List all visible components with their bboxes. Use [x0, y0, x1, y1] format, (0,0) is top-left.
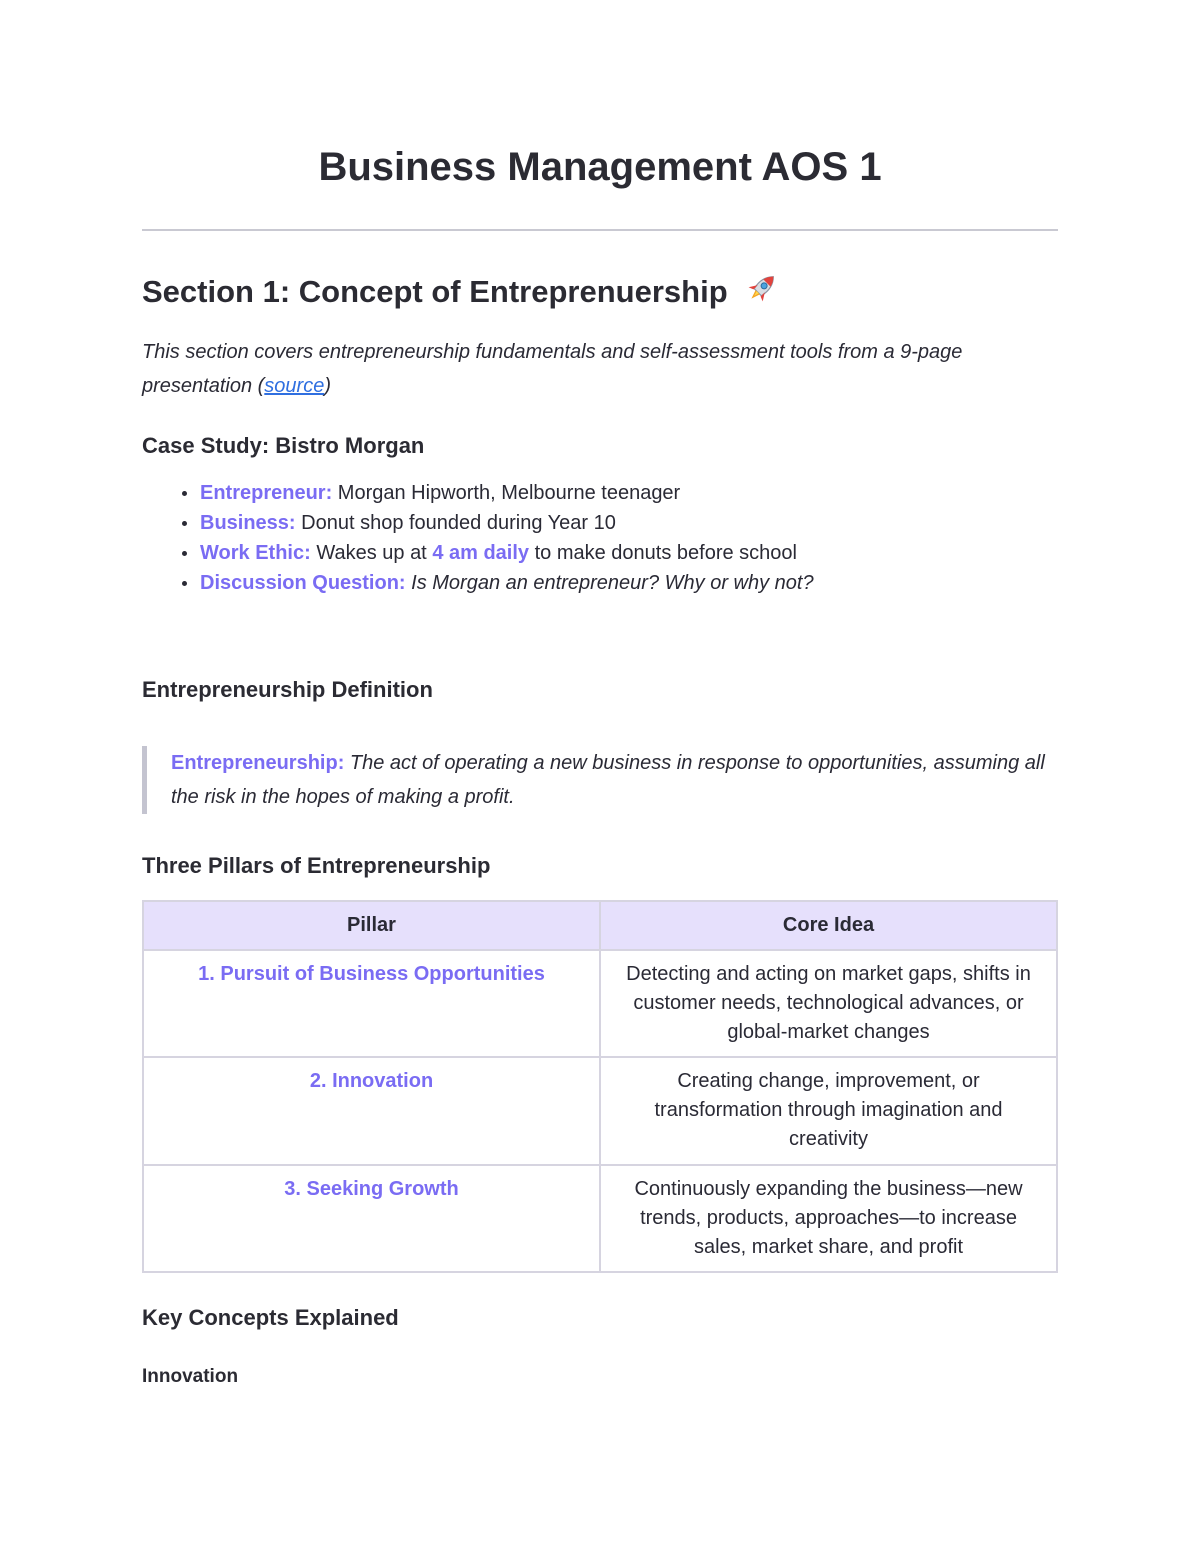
table-row: [143, 1165, 1057, 1272]
pillar-cell: 3. Seeking Growth: [143, 1165, 600, 1272]
list-item-label: Work Ethic:: [200, 542, 311, 564]
list-item: [176, 508, 814, 538]
list-item-label: Discussion Question:: [200, 572, 406, 594]
section-heading-text: Section 1: Concept of Entreprenuership: [142, 274, 728, 309]
table-row: [143, 950, 1057, 1057]
core-idea-cell: Continuously expanding the business—new trends, products, approaches—to increase sales, market share, and profit: [600, 1165, 1057, 1272]
pillars-heading: Three Pillars of Entrepreneurship: [142, 853, 491, 878]
list-item-text: Is Morgan an entrepreneur? Why or why not?: [405, 572, 814, 594]
list-item-label: Business:: [200, 512, 296, 534]
list-item-text: to make donuts before school: [529, 542, 797, 564]
list-item-label: Entrepreneur:: [200, 482, 333, 504]
list-item: [176, 478, 814, 508]
definition-heading: Entrepreneurship Definition: [142, 677, 433, 702]
core-idea-cell: Detecting and acting on market gaps, shifts in customer needs, technological advances, or global-market changes: [600, 950, 1057, 1057]
core-idea-cell: Creating change, improvement, or transformation through imagination and creativity: [600, 1057, 1057, 1165]
page-title: Business Management AOS 1: [318, 145, 882, 189]
definition-blockquote: [142, 746, 1071, 814]
title-divider: [142, 229, 1058, 231]
list-item-text: Morgan Hipworth, Melbourne teenager: [332, 482, 681, 504]
section-intro: [142, 335, 1042, 403]
source-link[interactable]: source: [264, 375, 325, 397]
pillars-table: [142, 900, 1058, 1273]
case-study-heading: Case Study: Bistro Morgan: [142, 433, 425, 458]
key-concepts-heading: Key Concepts Explained: [142, 1305, 399, 1330]
innovation-subheading: Innovation: [142, 1366, 239, 1387]
pillar-cell: 2. Innovation: [143, 1057, 600, 1165]
table-header-row: [143, 901, 1057, 950]
pillar-cell: 1. Pursuit of Business Opportunities: [143, 950, 600, 1057]
list-item-text: Wakes up at: [310, 542, 433, 564]
intro-text: This section covers entrepreneurship fundamentals and self-assessment tools from a 9-page presentation (: [142, 341, 963, 397]
definition-term: Entrepreneurship:: [171, 752, 345, 774]
list-item-text: Donut shop founded during Year 10: [295, 512, 616, 534]
table-row: [143, 1057, 1057, 1165]
column-header-pillar: Pillar: [143, 901, 600, 950]
list-item-highlight: 4 am daily: [432, 542, 530, 564]
definition-text: The act of operating a new business in response to opportunities, assuming all the risk in the hopes of making a profit.: [171, 752, 1045, 808]
case-study-list: [168, 478, 814, 598]
intro-close: ): [324, 375, 331, 397]
list-item: [176, 568, 814, 598]
rocket-icon: [742, 270, 782, 314]
section-heading: [142, 270, 782, 314]
column-header-core-idea: Core Idea: [600, 901, 1057, 950]
list-item: [176, 538, 814, 568]
